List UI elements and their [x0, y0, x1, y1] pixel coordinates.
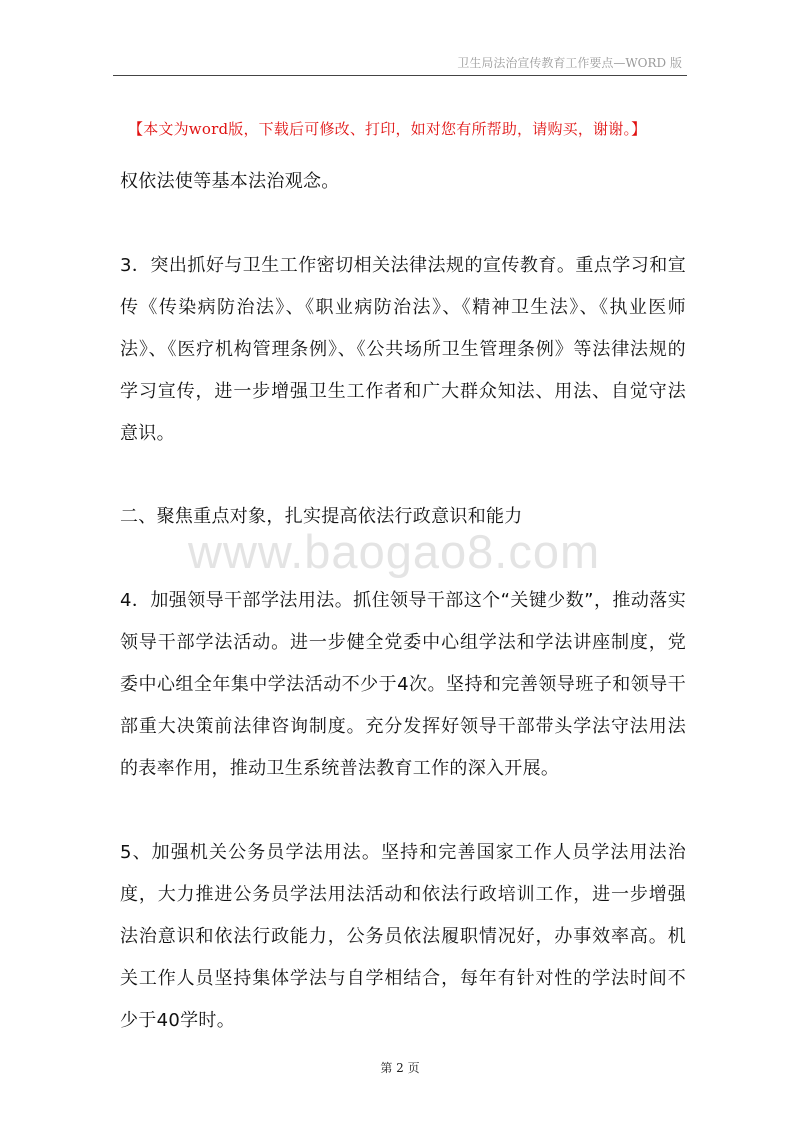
paragraph-item-4: 4．加强领导干部学法用法。抓住领导干部这个“关键少数”，推动落实领导干部学法活动。进一步健全党委中心组学法和学法讲座制度，党委中心组全年集中学法活动不少于4次。坚持和完善领导班子和领导干部重大决策前法律咨询制度。充分发挥好领导干部带头学法守法用法的表率作用，推动卫生系统普法教育工作的深入开展。 — [120, 590, 686, 779]
paragraph-item-5: 5、加强机关公务员学法用法。坚持和完善国家工作人员学法用法治度，大力推进公务员学法用法活动和依法行政培训工作，进一步增强法治意识和依法行政能力，公务员依法履职情况好，办事效率高。机关工作人员坚持集体学法与自学相结合，每年有针对性的学法时间不少于40学时。 — [120, 842, 686, 1031]
paragraph-item-3: 3．突出抓好与卫生工作密切相关法律法规的宣传教育。重点学习和宣传《传染病防治法》、《职业病防治法》、《精神卫生法》、《执业医师法》、《医疗机构管理条例》、《公共场所卫生管理条例》等法律法规的学习宣传，进一步增强卫生工作者和广大群众知法、用法、自觉守法意识。 — [120, 255, 686, 444]
paragraph-continuation: 权依法使等基本法治观念。 — [120, 171, 340, 192]
site-watermark: www.baogao8.com — [188, 525, 601, 578]
page-number: 第 2 页 — [380, 1061, 420, 1075]
running-header: 卫生局法治宣传教育工作要点—WORD 版 — [457, 56, 682, 70]
download-notice: 【本文为word版，下载后可修改、打印，如对您有所帮助，请购买，谢谢。】 — [128, 120, 647, 138]
header-rule — [113, 75, 687, 76]
section-heading-2: 二、聚焦重点对象，扎实提高依法行政意识和能力 — [120, 506, 523, 527]
